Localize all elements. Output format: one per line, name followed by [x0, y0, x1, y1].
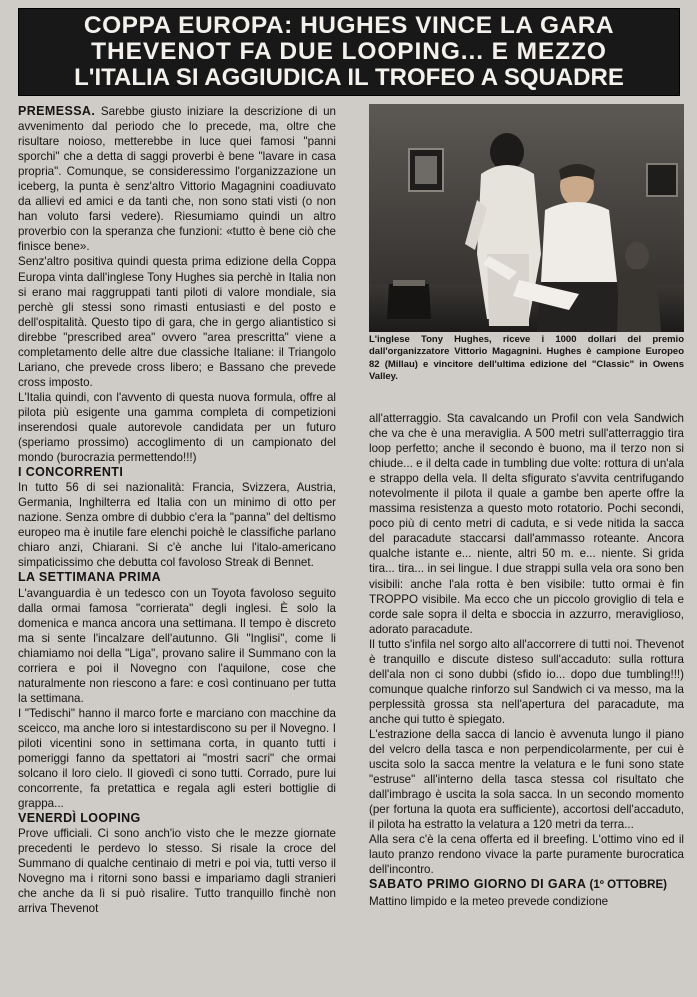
- intro-lead: PREMESSA.: [18, 104, 96, 118]
- body-paragraph: L'estrazione della sacca di lancio è avvenuta lungo il piano del velcro della tasca e non perpendicolarmente, per cui è uscita solo la sacca mentre la velatura e le funi sono state "estruse" all'interno della tasca stessa col risultato che dall'imbrago è uscita la sola sacca. In un secondo momento (per fortuna la quota era sufficiente), accortosi dell'accaduto, il pilota ha estratto la velatura a 120 metri da terra...: [369, 727, 684, 832]
- section-heading-sabato: [369, 877, 684, 893]
- section-heading-sabato-date: (1º OTTOBRE): [586, 879, 667, 892]
- intro-text: Sarebbe giusto iniziare la descrizione di un avvenimento dal periodo che lo precede, ma, oltre che risultare noioso, metterebbe in luce quei famosi "panni sporchi" che a detta di saggi proverbi è bene "lavare in casa propria". Comunque, se consideressimo l'organizzazione un iceberg, la punta è senz'altro Vittorio Magagnini coadiuvato da allievi ed amici e da tanti che, non sono stati visti (o non han voluto farsi vedere). Riesumiamo quindi un altro proverbio con la speranza che funzioni: «tutto è bene ciò che finisce bene».: [18, 105, 336, 254]
- right-column: [369, 411, 684, 909]
- body-paragraph: In tutto 56 di sei nazionalità: Francia, Svizzera, Austria, Germania, Inghilterra ed Italia con un minimo di otto per nazione. Senza ombre di dubbio c'era la "panna" del deltismo europeo ma è inutile fare elenchi poichè le classifiche parlano chiaro anzi, Chiarani. Si c'è anche lui l'italo-americano simpaticissimo che debutta col favoloso Streak di Bennet.: [18, 481, 336, 570]
- intro-paragraph: [18, 104, 336, 254]
- left-column: [18, 104, 336, 917]
- body-paragraph: I "Tedischi" hanno il marco forte e marciano con macchine da sceicco, ma anche loro si intestardiscono su per il Novegno. I piloti vicentini sono in settimana corta, in quanto tutti i pomeriggi fanno da spettatori ai "mostri sacri" che ormai solcano il loro cielo. Il giovedì ci sono tutti. Corrado, pure lui concorrente, fa pretattica e regala agli esteri bottiglie di grappa...: [18, 706, 336, 811]
- headline-line-3: L'ITALIA SI AGGIUDICA IL TROFEO A SQUADRE: [74, 64, 624, 91]
- body-paragraph: all'atterraggio. Sta cavalcando un Profil con vela Sandwich che va che è una meraviglia. A 500 metri sull'atterraggio tira loop perfetto; anche il secondo è buono, ma il terzo non si chiude... e il delta cade in tumbling due volte: rottura di un'ala e strappo della vela. Il delta sfigurato s'avvita centrifugando notevolmente il pilota il quale a gambe ben aperte offre la massima resistenza a questo moto rotatorio. Pochi secondi, poco più di cento metri di caduta, e si vede nitida la sacca del paracadute staccarsi dall'ammasso roteante. Ancora qualche istante e... niente, altri 50 m. e... niente. Si grida tira... tira... in sei lingue. I due strappi sulla vela ora sono ben visibili: anche l'ala rotta è ben visibile: tutto ormai è fin TROPPO visibile. Ma ecco che un piccolo groviglio di tela e corde sale sopra il delta e sboccia in azzurro, meraviglioso, adorato paracadute.: [369, 412, 684, 636]
- section-heading-settimana: LA SETTIMANA PRIMA: [18, 570, 162, 585]
- section-heading-venerdi: VENERDÌ LOOPING: [18, 811, 141, 826]
- section-heading-concorrenti: I CONCORRENTI: [18, 465, 124, 480]
- body-paragraph: L'avanguardia è un tedesco con un Toyota favoloso seguito dalla ormai famosa "corrierata" degli inglesi. È solo la domenica e manca ancora una settimana. Il tempo è discreto ma si sente l'incalzare dell'autunno. Gli "Inglisi", come li chiamiamo noi della "Liga", provano salire il Summano con la corriera e poi il Novegno con l'aquilone, cose che naturalmente non riescono a fare: e così continuano per tutta la settimana.: [18, 586, 336, 705]
- headline-line-1: COPPA EUROPA: HUGHES VINCE LA GARA: [83, 12, 615, 39]
- body-paragraph: Alla sera c'è la cena offerta ed il breefing. L'ottimo vino ed il lauto pranzo rendono vivace la parte puramente burocratica dell'incontro.: [369, 833, 684, 877]
- photo-caption: L'inglese Tony Hughes, riceve i 1000 dollari del premio dall'organizzatore Vittorio Magagnini. Hughes è campione Europeo 82 (Millau) e vincitore dell'ultima edizione del "Classic" in Owens Valley.: [369, 334, 684, 383]
- body-paragraph: L'Italia quindi, con l'avvento di questa nuova formula, offre al pilota più esigente una gamma completa di competizioni inserendosi quale autorevole candidata per un futuro (speriamo prossimo) accoglimento di un campionato del mondo (burocrazia permettendo!!!): [18, 390, 336, 465]
- headline-line-2: THEVENOT FA DUE LOOPING... E MEZZO: [91, 38, 607, 65]
- headline-banner: [18, 8, 680, 96]
- award-photo-illustration: [369, 104, 684, 332]
- award-photo: [369, 104, 684, 332]
- body-paragraph: Senz'altro positiva quindi questa prima edizione della Coppa Europa vinta dall'inglese Tony Hughes sia perchè in Italia non si erano mai raggruppati tanti piloti di valore mondiale, sia perchè gli stessi sono rimasti entusiasti e del posto e dell'ospitalità. Questo tipo di gara, che in gergo aliantistico si direbbe "prescribed area" ovvero "area prescritta" viene a completamento delle altre due classiche Italiane: il Triangolo Lariano, che prevede cross libero; e Bassano che prevede cross imposto.: [18, 255, 336, 389]
- body-paragraph: Il tutto s'infila nel sorgo alto all'accorrere di tutti noi. Thevenot è tranquillo e discute disteso sull'accaduto: sulla rottura dell'ala non ci sono dubbi (sfido io... dopo due tumbling!!!) comunque qualche rinforzo sul Sandwich ci va messo, ma la perplessità grossa sta nell'apertura del paracadute, ma anche qui tutto è spiegato.: [369, 637, 684, 726]
- body-paragraph: Mattino limpido e la meteo prevede condizione: [369, 894, 609, 908]
- body-paragraph: Prove ufficiali. Ci sono anch'io visto che le mezze giornate precedenti le perdevo lo stesso. Si risale la croce del Summano di qualche centinaio di metri e poi via, tutti verso il Novegno ma i ritorni sono bassi e impariamo dagli stranieri che anche da lì si può risalire. Tutto tranquillo finchè non arriva Thevenot: [18, 827, 336, 916]
- section-heading-sabato-title: SABATO PRIMO GIORNO DI GARA: [369, 877, 587, 892]
